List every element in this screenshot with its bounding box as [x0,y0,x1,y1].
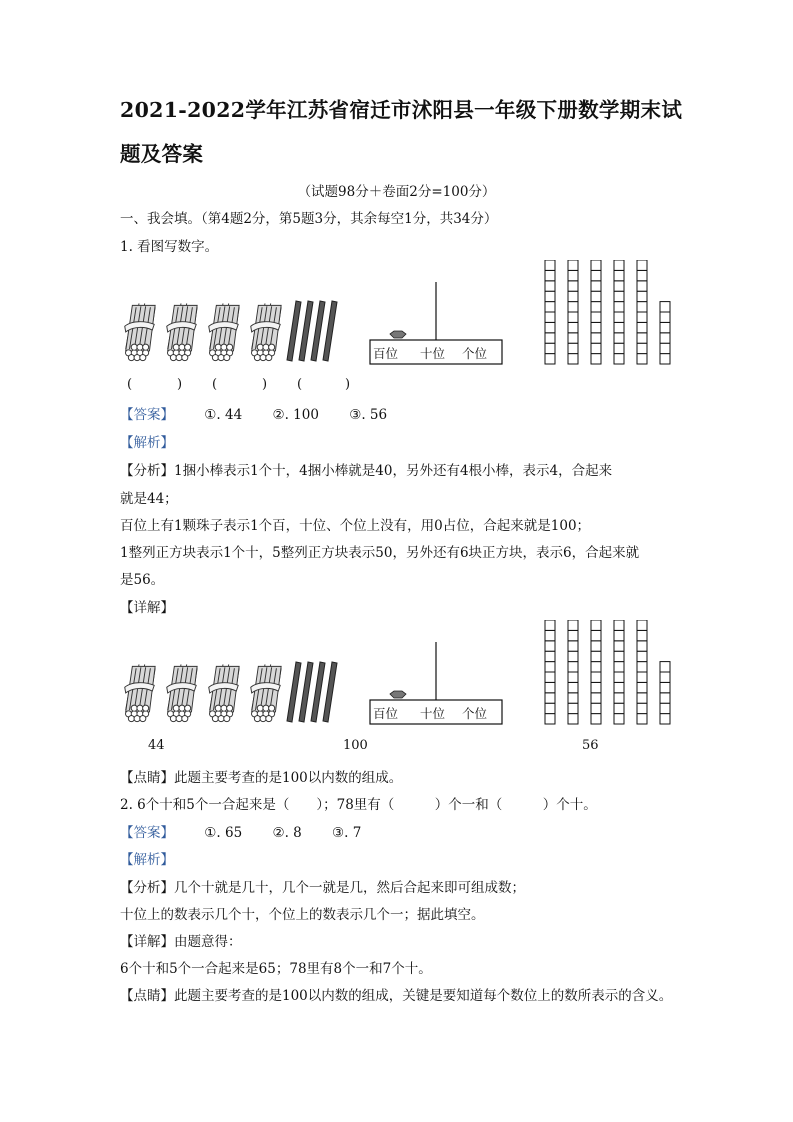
document-title: 2021-2022学年江苏省宿迁市沭阳县一年级下册数学期末试题及答案 [120,98,683,166]
unit-square [591,354,601,364]
unit-square [614,662,624,672]
answer-3: ③. 56 [349,407,388,423]
unit-square [637,291,647,301]
section-heading: 一、我会填。（第4题2分，第5题3分，其余每空1分，共34分） [120,211,498,227]
blank-3-close: ) [345,377,351,392]
unit-square [568,312,578,322]
q2-dianjing [120,984,672,1004]
unit-square [660,703,670,713]
unit-square [591,630,601,640]
unit-square [637,302,647,312]
blank-3-open: ( [297,377,303,392]
unit-square [545,343,555,353]
unit-square [591,662,601,672]
unit-square [614,672,624,682]
unit-square [545,620,555,630]
unit-square [614,714,624,724]
unit-square [568,620,578,630]
unit-square [637,260,647,270]
unit-square [614,651,624,661]
unit-square [568,703,578,713]
unit-square [591,260,601,270]
dianjing-text: 此题主要考查的是100以内数的组成，关键是要知道每个数位上的数所表示的含义。 [174,988,673,1004]
answer-3: ③. 7 [332,825,362,841]
abacus-label-ones: 个位 [462,346,488,361]
blank-1-close: ) [177,377,183,392]
q1-analysis-4: 1整列正方块表示1个十，5整列正方块表示50，另外还有6块正方块，表示6，合起来就 [120,545,640,561]
unit-square [545,641,555,651]
unit-square [660,302,670,312]
unit-square [637,354,647,364]
unit-square [614,620,624,630]
unit-square [591,620,601,630]
q2-detail-line: 6个十和5个一合起来是65；78里有8个一和7个十。 [120,961,432,977]
unit-square [614,281,624,291]
unit-square [660,714,670,724]
unit-square [568,693,578,703]
unit-square [660,333,670,343]
unit-square [545,354,555,364]
blank-2-open: ( [212,377,218,392]
unit-square [637,281,647,291]
unit-square [545,703,555,713]
unit-square [591,291,601,301]
unit-square [568,630,578,640]
abacus-label-tens: 十位 [420,346,446,361]
unit-square [591,714,601,724]
q1-detail-tag: 【详解】 [120,600,174,616]
unit-square [568,651,578,661]
unit-square [545,270,555,280]
unit-square [660,662,670,672]
unit-square [614,302,624,312]
result-abacus: 100 [343,738,368,753]
unit-square [637,322,647,332]
unit-square [591,682,601,692]
unit-square [660,672,670,682]
abacus-figure-solution [368,642,504,726]
unit-square [568,682,578,692]
unit-square [591,281,601,291]
unit-square [568,302,578,312]
result-sticks: 44 [148,738,165,753]
unit-square [660,682,670,692]
unit-square [591,270,601,280]
unit-square [637,343,647,353]
q1-analysis-1 [120,459,612,479]
unit-square [545,714,555,724]
unit-square [614,682,624,692]
unit-square [545,693,555,703]
unit-square [591,312,601,322]
abacus-label-ones: 个位 [462,706,488,721]
unit-square [637,662,647,672]
unit-square [545,672,555,682]
unit-square [637,312,647,322]
unit-square [660,312,670,322]
unit-square [568,343,578,353]
analysis-tag: 【分析】 [120,880,174,896]
unit-square [637,651,647,661]
abacus-label-hundreds: 百位 [373,706,399,721]
unit-square [637,630,647,640]
q2-answer-line [120,821,361,841]
unit-square [637,270,647,280]
unit-square [637,714,647,724]
q2-analysis-1 [120,876,525,896]
unit-square [637,333,647,343]
unit-square [614,260,624,270]
unit-square [637,693,647,703]
unit-square [545,682,555,692]
unit-square [568,281,578,291]
unit-square [568,641,578,651]
q1-analysis-5: 是56。 [120,572,165,588]
unit-square [591,672,601,682]
detail-text: 由题意得： [174,934,242,950]
answer-1: ①. 44 [204,407,243,423]
dianjing-tag: 【点睛】 [120,770,174,786]
answer-2: ②. 8 [272,825,302,841]
unit-square [545,333,555,343]
unit-square [614,270,624,280]
unit-square [637,641,647,651]
unit-square [660,693,670,703]
q1-dianjing [120,766,402,786]
abacus-label-hundreds: 百位 [373,346,399,361]
unit-square [568,333,578,343]
square-columns-figure [543,260,673,370]
unit-square [568,672,578,682]
answer-1: ①. 65 [204,825,243,841]
analysis-text: 1捆小棒表示1个十，4捆小棒就是40，另外还有4根小棒，表示4，合起来 [174,463,613,479]
analysis-tag: 【分析】 [120,463,174,479]
q2-analysis-2: 十位上的数表示几个十，个位上的数表示几个一；据此填空。 [120,907,485,923]
answer-2: ②. 100 [272,407,319,423]
unit-square [614,343,624,353]
unit-square [568,291,578,301]
q1-jiexi-tag: 【解析】 [120,435,174,451]
unit-square [614,693,624,703]
unit-square [614,322,624,332]
unit-square [591,343,601,353]
unit-square [660,354,670,364]
abacus-label-tens: 十位 [420,706,446,721]
dianjing-text: 此题主要考查的是100以内数的组成。 [174,770,403,786]
result-squares: 56 [582,738,599,753]
unit-square [660,343,670,353]
unit-square [591,322,601,332]
q1-analysis-2: 就是44； [120,491,178,507]
unit-square [568,260,578,270]
unit-square [637,682,647,692]
q1-answer-line [120,403,387,423]
unit-square [545,281,555,291]
unit-square [614,291,624,301]
detail-tag: 【详解】 [120,934,174,950]
unit-square [568,714,578,724]
answer-tag: 【答案】 [120,825,174,841]
unit-square [660,322,670,332]
unit-square [545,662,555,672]
stick-bundles-figure [120,296,342,370]
q2-detail [120,930,242,950]
unit-square [568,270,578,280]
unit-square [545,291,555,301]
unit-square [614,333,624,343]
blank-2-close: ) [262,377,268,392]
unit-square [614,354,624,364]
unit-square [568,322,578,332]
unit-square [614,641,624,651]
unit-square [568,354,578,364]
unit-square [614,630,624,640]
unit-square [545,312,555,322]
unit-square [591,641,601,651]
dianjing-tag: 【点睛】 [120,988,174,1004]
unit-square [545,651,555,661]
unit-square [545,322,555,332]
score-note: （试题98分＋卷面2分=100分） [297,184,496,200]
answer-tag: 【答案】 [120,407,174,423]
unit-square [545,630,555,640]
unit-square [591,693,601,703]
blank-1-open: ( [127,377,133,392]
unit-square [637,703,647,713]
unit-square [591,651,601,661]
unit-square [614,312,624,322]
unit-square [568,662,578,672]
unit-square [614,703,624,713]
q1-analysis-3: 百位上有1颗珠子表示1个百，十位、个位上没有，用0占位，合起来就是100； [120,518,591,534]
unit-square [545,260,555,270]
unit-square [591,302,601,312]
square-columns-figure-solution [543,620,673,730]
unit-square [591,703,601,713]
abacus-figure [368,282,504,366]
question-1-stem: 1. 看图写数字。 [120,239,219,255]
question-2-stem: 2. 6个十和5个一合起来是（ ）；78里有（ ）个一和（ ）个十。 [120,797,597,813]
unit-square [637,672,647,682]
stick-bundles-figure-solution [120,657,342,731]
unit-square [591,333,601,343]
q2-jiexi-tag: 【解析】 [120,852,174,868]
unit-square [637,620,647,630]
analysis-text: 几个十就是几十，几个一就是几，然后合起来即可组成数； [174,880,525,896]
unit-square [545,302,555,312]
